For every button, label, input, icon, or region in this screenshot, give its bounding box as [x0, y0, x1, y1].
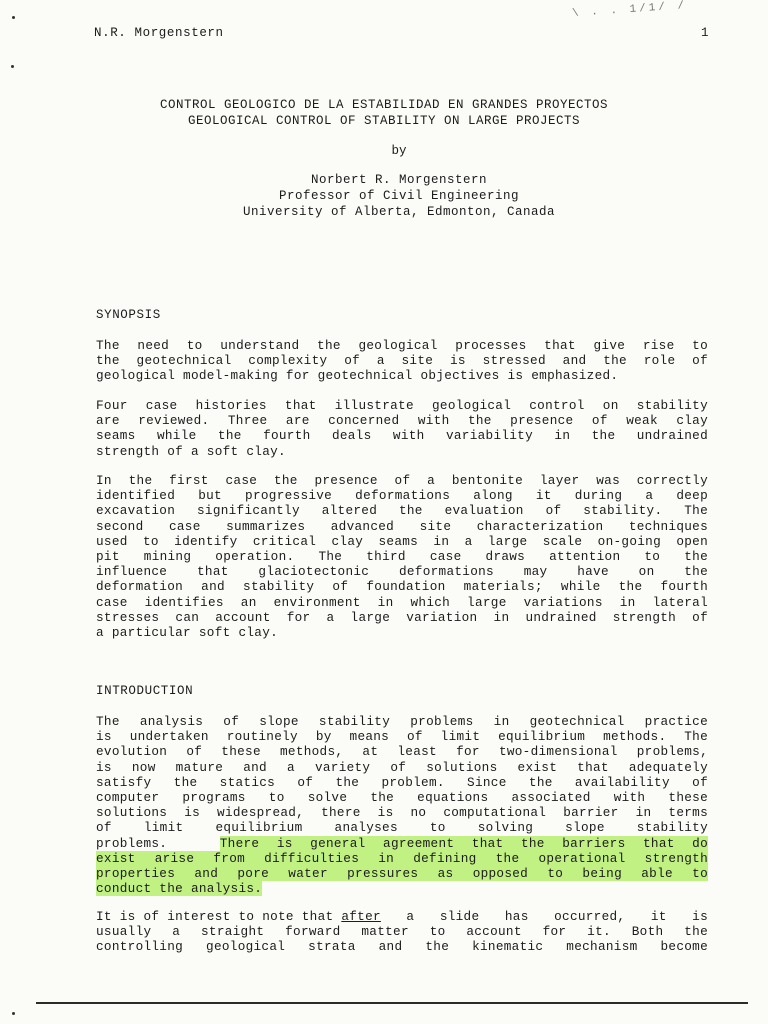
underlined-word: after	[341, 909, 381, 924]
text-line: influence that glaciotectonic deformations may have on the	[96, 564, 708, 580]
author-name: Norbert R. Morgenstern	[310, 173, 488, 187]
text-line: controlling geological strata and the kinematic mechanism become	[96, 939, 708, 955]
text-line: of limit equilibrium analyses to solving slope stability	[96, 820, 708, 836]
text-line: deformation and stability of foundation materials; while the fourth	[96, 579, 708, 595]
highlighted-text-line: properties and pore water pressures as opposed to being able to	[96, 865, 708, 881]
text-line: satisfy the statics of the problem. Since the availability of	[96, 774, 708, 790]
text-line: usually a straight forward matter to account for it. Both the	[96, 924, 708, 940]
author-affiliation	[0, 172, 768, 220]
text-line: evolution of these methods, at least for two-dimensional problems,	[96, 744, 708, 760]
highlighted-text: conduct the analysis.	[96, 881, 263, 897]
page-number: 1	[701, 26, 709, 40]
author-position: Professor of Civil Engineering	[278, 189, 520, 203]
text-line: second case summarizes advanced site characterization techniques	[96, 518, 708, 534]
text-line: a particular soft clay.	[96, 624, 279, 640]
margin-dot	[12, 16, 15, 19]
text-line: geological model-making for geotechnical objectives is emphasized.	[96, 368, 619, 384]
text-line: seams while the fourth deals with variability in the undrained	[96, 428, 708, 444]
title-english: GEOLOGICAL CONTROL OF STABILITY ON LARGE PROJECTS	[187, 113, 581, 128]
margin-dot	[12, 1012, 15, 1015]
handwritten-mark: \ . . 1/1/ /	[571, 0, 688, 21]
synopsis-paragraph-2	[96, 398, 708, 459]
text-line: The need to understand the geological processes that give rise to	[96, 338, 708, 353]
introduction-heading: INTRODUCTION	[96, 684, 194, 698]
text-line: case identifies an environment in which large variations in lateral	[96, 594, 708, 610]
highlighted-text-line: exist arise from difficulties in defining the operational strength	[96, 850, 708, 866]
text-line: the geotechnical complexity of a site is stressed and the role of	[96, 353, 708, 369]
header-author: N.R. Morgenstern	[94, 26, 224, 40]
text-line: solutions is widespread, there is no computational barrier in terms	[96, 805, 708, 821]
text-fragment: a slide has occurred, it is	[380, 909, 708, 924]
text-line: used to identify critical clay seams in a large scale on-going open	[96, 533, 708, 549]
text-line: Four case histories that illustrate geological control on stability	[96, 398, 708, 413]
text-line: The analysis of slope stability problems in geotechnical practice	[96, 714, 708, 729]
introduction-paragraph-2	[96, 909, 708, 955]
synopsis-heading: SYNOPSIS	[96, 308, 161, 322]
text-line-partially-highlighted	[96, 836, 708, 851]
page-bottom-rule	[36, 1002, 748, 1004]
highlighted-text: There is general agreement that the barriers that do	[219, 835, 708, 851]
text-fragment: problems.	[96, 835, 203, 851]
text-fragment: It is of interest to note that	[96, 909, 342, 924]
text-line: are reviewed. Three are concerned with the presence of weak clay	[96, 413, 708, 429]
text-line: excavation significantly altered the evaluation of stability. The	[96, 503, 708, 519]
byline-by: by	[391, 144, 407, 158]
text-line: In the first case the presence of a bentonite layer was correctly	[96, 473, 708, 488]
author-institution: University of Alberta, Edmonton, Canada	[242, 205, 556, 219]
text-line: is undertaken routinely by means of limit equilibrium methods. The	[96, 729, 708, 745]
title-block	[0, 98, 768, 129]
text-line	[96, 881, 708, 896]
text-line	[96, 909, 708, 924]
text-line: computer programs to solve the equations associated with these	[96, 789, 708, 805]
text-line: pit mining operation. The third case draws attention to the	[96, 548, 708, 564]
text-line: is now mature and a variety of solutions exist that adequately	[96, 759, 708, 775]
introduction-paragraph-1	[96, 714, 708, 896]
text-line: stresses can account for a large variation in undrained strength of	[96, 609, 708, 625]
margin-dot	[11, 65, 14, 68]
text-line: strength of a soft clay.	[96, 443, 286, 459]
title-spanish: CONTROL GEOLOGICO DE LA ESTABILIDAD EN GRANDES PROYECTOS	[159, 98, 609, 112]
text-line: identified but progressive deformations along it during a deep	[96, 488, 708, 504]
synopsis-paragraph-1	[96, 338, 708, 384]
synopsis-paragraph-3	[96, 473, 708, 640]
